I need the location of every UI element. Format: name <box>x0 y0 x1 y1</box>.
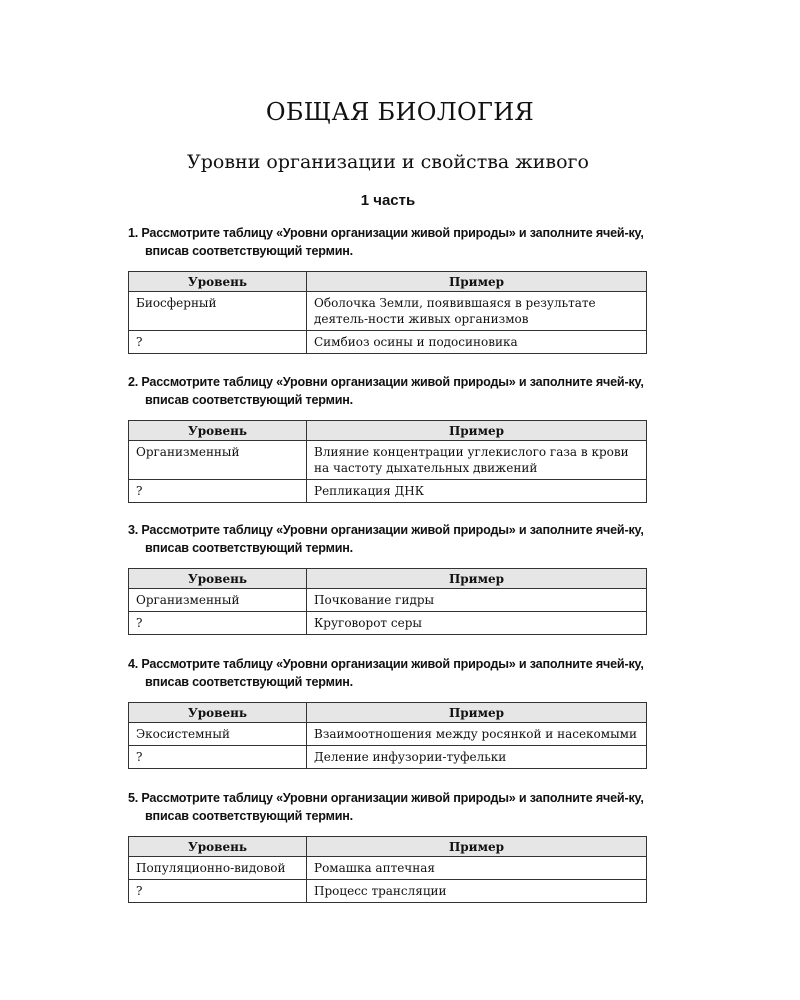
cell-level: Биосферный <box>129 292 307 331</box>
table-row <box>129 441 647 480</box>
column-header-example: Пример <box>307 421 647 441</box>
cell-example: Влияние концентрации углекислого газа в крови на частоту дыхательных движений <box>307 441 647 480</box>
cell-example: Круговорот серы <box>307 612 647 635</box>
levels-table <box>128 420 647 503</box>
cell-level: Популяционно-видовой <box>129 857 307 880</box>
levels-table <box>128 702 647 769</box>
table-row <box>129 292 647 331</box>
cell-example: Симбиоз осины и подосиновика <box>307 331 647 354</box>
cell-example: Деление инфузории-туфельки <box>307 746 647 769</box>
column-header-level: Уровень <box>129 569 307 589</box>
page-title: ОБЩАЯ БИОЛОГИЯ <box>265 98 535 126</box>
column-header-example: Пример <box>307 837 647 857</box>
table-row <box>129 612 647 635</box>
cell-level: Организменный <box>129 589 307 612</box>
cell-example: Оболочка Земли, появившаяся в результате деятель-ности живых организмов <box>307 292 647 331</box>
table-row <box>129 880 647 903</box>
section-subtitle: Уровни организации и свойства живого <box>187 151 589 173</box>
question-4 <box>128 655 650 769</box>
question-1 <box>128 224 650 354</box>
cell-level: Экосистемный <box>129 723 307 746</box>
column-header-level: Уровень <box>129 272 307 292</box>
table-header-row <box>129 569 647 589</box>
levels-table <box>128 568 647 635</box>
question-text: 1. Рассмотрите таблицу «Уровни организации живой природы» и заполните ячей-ку, вписав соответствующий термин. <box>128 226 644 258</box>
cell-example: Взаимоотношения между росянкой и насекомыми <box>307 723 647 746</box>
table-row <box>129 589 647 612</box>
cell-example: Процесс трансляции <box>307 880 647 903</box>
question-text: 5. Рассмотрите таблицу «Уровни организации живой природы» и заполните ячей-ку, вписав соответствующий термин. <box>128 791 644 823</box>
question-text: 2. Рассмотрите таблицу «Уровни организации живой природы» и заполните ячей-ку, вписав соответствующий термин. <box>128 375 644 407</box>
column-header-level: Уровень <box>129 703 307 723</box>
table-row <box>129 480 647 503</box>
part-heading: 1 часть <box>360 192 416 209</box>
column-header-example: Пример <box>307 703 647 723</box>
table-row <box>129 331 647 354</box>
levels-table <box>128 271 647 354</box>
table-header-row <box>129 703 647 723</box>
table-header-row <box>129 421 647 441</box>
table-row <box>129 723 647 746</box>
question-text: 4. Рассмотрите таблицу «Уровни организации живой природы» и заполните ячей-ку, вписав соответствующий термин. <box>128 657 644 689</box>
levels-table <box>128 836 647 903</box>
column-header-level: Уровень <box>129 837 307 857</box>
cell-level: ? <box>129 612 307 635</box>
cell-level: ? <box>129 331 307 354</box>
cell-example: Почкование гидры <box>307 589 647 612</box>
cell-level: ? <box>129 480 307 503</box>
column-header-level: Уровень <box>129 421 307 441</box>
table-row <box>129 746 647 769</box>
table-row <box>129 857 647 880</box>
cell-example: Ромашка аптечная <box>307 857 647 880</box>
cell-level: ? <box>129 880 307 903</box>
column-header-example: Пример <box>307 272 647 292</box>
cell-level: Организменный <box>129 441 307 480</box>
cell-level: ? <box>129 746 307 769</box>
cell-example: Репликация ДНК <box>307 480 647 503</box>
question-text: 3. Рассмотрите таблицу «Уровни организации живой природы» и заполните ячей-ку, вписав соответствующий термин. <box>128 523 644 555</box>
table-header-row <box>129 272 647 292</box>
question-2 <box>128 373 650 503</box>
question-3 <box>128 521 650 635</box>
column-header-example: Пример <box>307 569 647 589</box>
question-5 <box>128 789 650 903</box>
table-header-row <box>129 837 647 857</box>
